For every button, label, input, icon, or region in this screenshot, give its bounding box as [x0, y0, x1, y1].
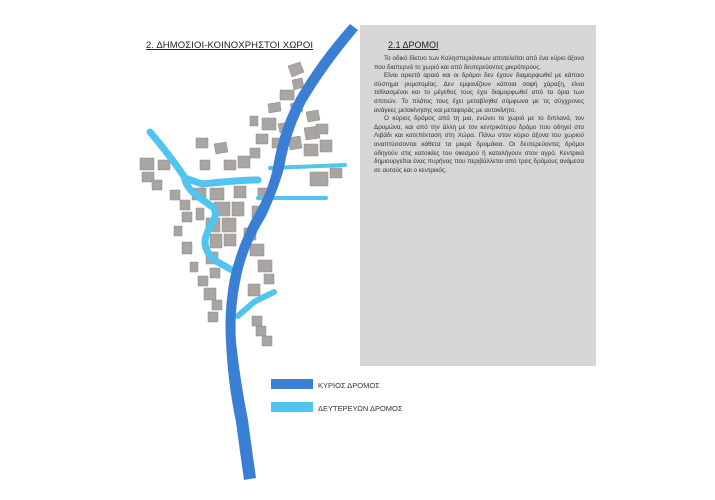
building — [280, 90, 294, 100]
building — [196, 208, 204, 220]
building — [316, 124, 328, 134]
section-title: 2. ΔΗΜΟΣΙΟΙ-ΚΟΙΝΟΧΡΗΣΤΟΙ ΧΩΡΟΙ — [146, 40, 314, 51]
building — [182, 242, 192, 254]
building — [250, 148, 260, 158]
building — [262, 336, 272, 346]
building — [262, 118, 276, 130]
building — [264, 274, 274, 284]
building — [250, 116, 258, 126]
panel-title: 2.1 ΔΡΟΜΟΙ — [388, 40, 439, 50]
paragraph: Ο κύριος δρόμος από τη μια, ενώνει το χωριό με το διπλανό, τον Δρυμώνα, και από την άλλη με τον κεντρικότερο δρόμο που οδηγεί στο Λιβάδι και κατεπέκταση στη Χώρα. Πάνω στον κύριο άξονα του χωριού αναπτύσσονται κάθετα τα μικρά δρομάκια. Οι δευτερεύοντες δρόμοι οδηγούν στις κατοικίες του οικισμού ή καταλήγουν στον αγρό. Κεντρικά δημιουργείται ένας πυρήνας που περιβάλλεται από τρεις δρόμους ανάμεσα σε αυτούς και ο κεντρικός. — [374, 115, 584, 174]
building — [224, 234, 236, 246]
paragraph: Είναι αρκετά αραιό και οι δρόμοι δεν έχουν διαμορφωθεί με κάποιο σύστημα ρυμοτομίας. Δεν εμφανίζουν κάποια σαφή χάραξη, είναι τεθλασμένοι και το μέγεθος τους έχει διαμορφωθεί από τα όρια των σπιτιών. Το πλάτος τους έχει μεταβληθεί σύμφωνα με τις σύγχρονες ανάγκες μετακίνησης και μεταφοράς με αυτοκίνητο. — [374, 72, 584, 114]
building — [330, 168, 342, 178]
building — [310, 172, 328, 186]
building — [238, 156, 250, 168]
building — [180, 200, 190, 210]
building — [200, 160, 210, 170]
building — [288, 62, 304, 77]
legend-swatch-main-road — [271, 379, 313, 389]
building — [256, 326, 266, 336]
building — [158, 160, 170, 170]
buildings — [140, 62, 342, 346]
legend-swatch-secondary-road — [271, 402, 313, 412]
paragraph: Το οδικό δίκτυο των Καλησπεριάνικων αποτελείται από ένα κύριο άξονα που διαπερνά το χωριό και από δευτερεύοντες μικρότερους. — [374, 55, 584, 71]
building — [204, 288, 216, 300]
building — [208, 312, 218, 322]
building — [198, 276, 208, 286]
building — [210, 188, 224, 200]
building — [224, 160, 236, 170]
building — [170, 190, 180, 200]
building — [182, 212, 192, 222]
building — [190, 262, 198, 272]
legend-label-secondary-road: ΔΕΥΤΕΡΕΥΩΝ ΔΡΟΜΟΣ — [318, 404, 403, 413]
building — [222, 218, 236, 232]
building — [268, 102, 281, 113]
building — [210, 268, 220, 278]
text-panel — [360, 25, 596, 366]
building — [258, 260, 272, 272]
building — [232, 202, 244, 216]
panel-body — [374, 55, 584, 175]
building — [140, 158, 154, 170]
building — [248, 284, 260, 296]
building — [212, 300, 222, 310]
legend-label-main-road: ΚΥΡΙΟΣ ΔΡΟΜΟΣ — [318, 381, 380, 390]
building — [234, 186, 246, 198]
building — [196, 138, 208, 148]
building — [250, 244, 264, 256]
building — [256, 134, 268, 144]
building — [214, 142, 228, 154]
building — [252, 316, 262, 326]
building — [152, 180, 162, 190]
building — [306, 110, 320, 122]
building — [304, 144, 318, 156]
building — [174, 226, 182, 236]
building — [320, 140, 332, 152]
building — [210, 234, 222, 248]
